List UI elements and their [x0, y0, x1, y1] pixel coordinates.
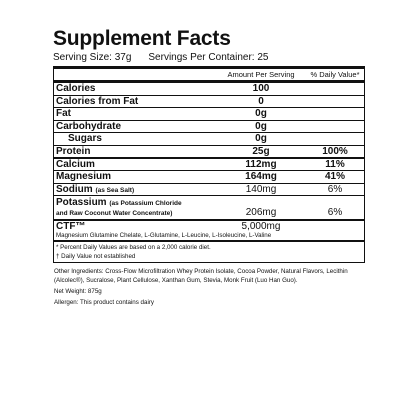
nutrient-dv: 6%	[327, 183, 343, 195]
panel-title: Supplement Facts	[53, 27, 231, 50]
nutrient-amount: 5,000mg	[241, 221, 281, 232]
footnote-not-established: † Daily Value not established	[56, 253, 136, 260]
table-row	[54, 95, 364, 108]
nutrient-source-note: (as Potassium Chloride	[109, 200, 182, 207]
serving-size: Serving Size: 37g	[53, 52, 132, 63]
nutrient-dv: 41%	[324, 171, 345, 183]
nutrient-amount: 206mg	[245, 207, 277, 218]
nutrient-amount: 164mg	[245, 171, 277, 183]
nutrient-name: Protein	[56, 145, 91, 157]
nutrient-name: Carbohydrate	[56, 120, 122, 132]
table-row	[54, 157, 364, 170]
nutrient-name: Calories	[56, 83, 96, 95]
table-row	[54, 183, 364, 196]
nutrient-name: CTF™	[56, 221, 86, 232]
nutrient-amount: 140mg	[245, 183, 277, 195]
footnote-daily-value: * Percent Daily Values are based on a 2,000 calorie diet.	[56, 244, 211, 251]
other-ingredients: Other Ingredients: Cross-Flow Microfiltration Whey Protein Isolate, Cocoa Powder, Natural Flavors, Lecithin (Alcolec®), Sucralose, Plant Cellulose, Xanthan Gum, Stevia, Monk Fruit (Luo Han Guo).	[54, 268, 348, 284]
dv-header: % Daily Value*	[310, 70, 360, 79]
nutrient-name: Calcium	[56, 159, 95, 170]
nutrient-source-note: (as Sea Salt)	[95, 186, 135, 194]
nutrient-name: Potassium	[56, 197, 107, 208]
nutrient-source-note-2: and Raw Coconut Water Concentrate)	[56, 210, 173, 217]
footnotes	[54, 240, 364, 262]
table-row	[54, 195, 364, 219]
facts-table	[53, 66, 365, 263]
nutrient-name: Sugars	[68, 133, 102, 145]
nutrient-amount: 0g	[255, 133, 267, 145]
nutrient-name: Fat	[56, 108, 71, 120]
nutrient-dv: 100%	[322, 145, 348, 157]
table-row	[54, 107, 364, 120]
allergen-statement: Allergen: This product contains dairy	[54, 299, 154, 306]
nutrient-amount: 0g	[255, 120, 267, 132]
label-notes	[53, 267, 365, 307]
supplement-facts-panel	[53, 28, 365, 307]
table-row	[54, 82, 364, 95]
nutrient-amount: 0	[258, 95, 264, 107]
table-row	[54, 145, 364, 158]
table-row	[54, 120, 364, 133]
ctf-blend-ingredients: Magnesium Glutamine Chelate, L-Glutamine, L-Leucine, L-Isoleucine, L-Valine	[56, 232, 272, 239]
nutrient-name: Magnesium	[56, 171, 112, 183]
nutrient-dv: 11%	[325, 159, 345, 170]
table-header	[54, 69, 364, 82]
servings-per-container: Servings Per Container: 25	[148, 52, 269, 63]
nutrient-amount: 25g	[252, 145, 270, 157]
nutrient-name: Sodium	[56, 183, 93, 195]
table-row	[54, 132, 364, 145]
table-row	[54, 170, 364, 183]
nutrient-name: Calories from Fat	[56, 95, 139, 107]
nutrient-amount: 100	[252, 83, 270, 95]
serving-info	[53, 51, 365, 64]
nutrient-dv: 6%	[327, 207, 343, 218]
table-row	[54, 219, 364, 240]
amount-header: Amount Per Serving	[227, 70, 295, 79]
nutrient-amount: 112mg	[245, 159, 277, 170]
nutrient-amount: 0g	[255, 108, 267, 120]
net-weight: Net Weight: 875g	[54, 288, 102, 295]
